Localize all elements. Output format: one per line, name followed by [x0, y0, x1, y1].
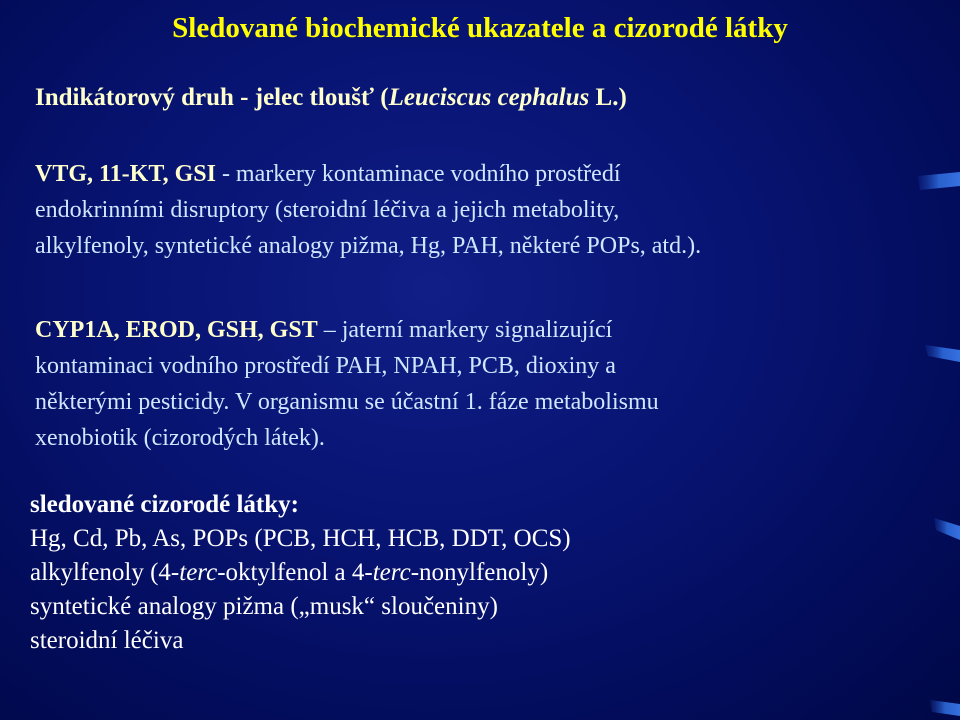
- tracked-line-metals-pops: Hg, Cd, Pb, As, POPs (PCB, HCH, HCB, DDT, OCS): [30, 525, 571, 552]
- slide-title: Sledované biochemické ukazatele a cizorodé látky: [172, 12, 788, 44]
- cyp-line-3: některými pesticidy. V organismu se účastní 1. fáze metabolismu: [35, 389, 659, 415]
- accent-stroke: [934, 518, 960, 540]
- accent-stroke: [918, 172, 960, 190]
- accent-stroke: [930, 700, 960, 716]
- vtg-line-2: endokrinními disruptory (steroidní léčiva a jejich metabolity,: [35, 197, 620, 223]
- cyp-markers-paragraph: [35, 312, 659, 456]
- accent-stroke: [925, 345, 960, 362]
- tracked-substances-list: [30, 488, 571, 658]
- vtg-markers-paragraph: [35, 156, 701, 264]
- indicator-text: Indikátorový druh - jelec tloušť (: [35, 84, 389, 111]
- tracked-substances-heading: sledované cizorodé látky:: [30, 491, 299, 518]
- alkylphenols-part-c: -oktylfenol a 4-: [217, 559, 373, 586]
- tracked-line-alkylphenols: [30, 556, 571, 590]
- cyp-markers-lead: CYP1A, EROD, GSH, GST: [35, 317, 318, 343]
- species-latin-name: Leuciscus cephalus: [388, 84, 590, 111]
- alkylphenols-terc-1: terc: [179, 559, 218, 586]
- vtg-line-3: alkylfenoly, syntetické analogy pižma, Hg, PAH, některé POPs, atd.).: [35, 233, 702, 259]
- vtg-line-1: [35, 156, 701, 192]
- cyp-line-1: [35, 312, 659, 348]
- cyp-line-4: xenobiotik (cizorodých látek).: [35, 425, 325, 451]
- vtg-line-1-text: - markery kontaminace vodního prostředí: [215, 161, 621, 187]
- cyp-line-2: kontaminaci vodního prostředí PAH, NPAH, PCB, dioxiny a: [35, 353, 616, 379]
- tracked-line-steroids: steroidní léčiva: [30, 627, 184, 654]
- alkylphenols-part-a: alkylfenoly (4-: [30, 559, 180, 586]
- indicator-species: [35, 82, 627, 114]
- vtg-markers-lead: VTG, 11-KT, GSI: [35, 161, 216, 187]
- indicator-suffix: L.): [589, 84, 627, 111]
- alkylphenols-part-e: -nonylfenoly): [410, 559, 549, 586]
- cyp-line-1-text: – jaterní markery signalizující: [317, 317, 613, 343]
- right-edge-brush-strokes: [918, 172, 960, 716]
- tracked-line-musk: syntetické analogy pižma („musk“ sloučeniny): [30, 593, 498, 620]
- alkylphenols-terc-2: terc: [372, 559, 411, 586]
